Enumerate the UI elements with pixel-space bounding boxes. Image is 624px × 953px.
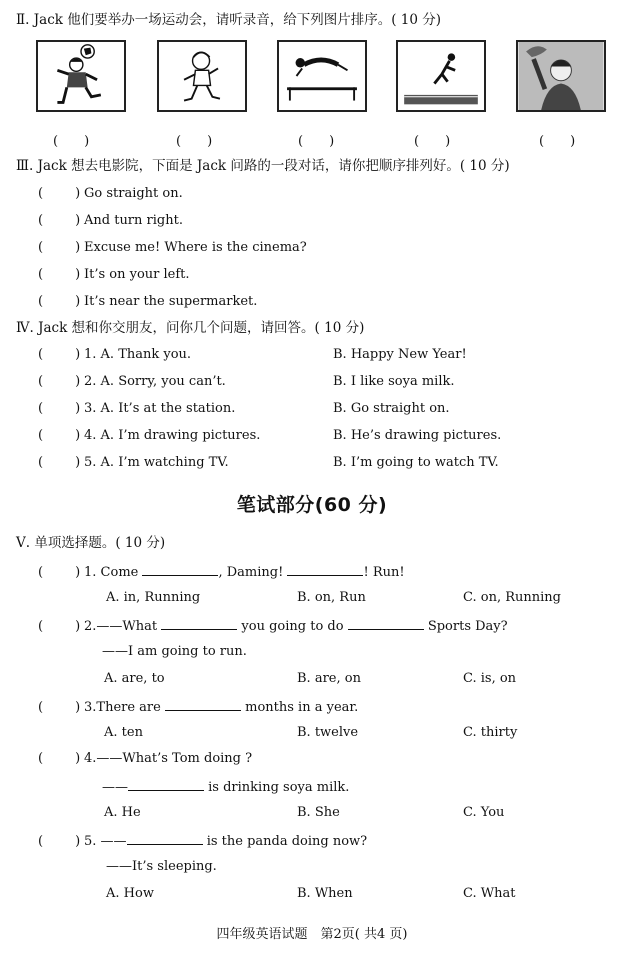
mc-question-3: ( ) 3.There are months in a year. bbox=[38, 700, 359, 715]
mc-question-5-reply: ——It’s sleeping. bbox=[106, 859, 217, 874]
fill-blank[interactable] bbox=[127, 832, 203, 845]
dialog-item bbox=[38, 213, 183, 229]
option-b: B. twelve bbox=[297, 725, 359, 740]
section-4-heading: Ⅳ. Jack 想和你交朋友，问你几个问题，请回答。( 10 分) bbox=[16, 320, 365, 336]
answer-paren[interactable]: ( ) bbox=[38, 834, 81, 849]
option-b: B. on, Run bbox=[297, 590, 366, 605]
dialog-text: It’s near the supermarket. bbox=[84, 294, 258, 309]
high-jump-icon bbox=[279, 42, 365, 110]
answer-paren[interactable]: ( ) bbox=[38, 751, 81, 766]
mc-question-1: ( ) 1. Come , Daming! ! Run! bbox=[38, 565, 405, 580]
picture-4-answer[interactable]: ( ) bbox=[414, 134, 451, 149]
question-row: ( ) 5. A. I’m watching TV. bbox=[38, 455, 229, 470]
written-part-title: 笔试部分(60 分) bbox=[236, 494, 388, 516]
picture-1-answer[interactable]: ( ) bbox=[53, 134, 90, 149]
option-b: B. She bbox=[297, 805, 340, 820]
dialog-text: Excuse me! Where is the cinema? bbox=[84, 240, 307, 255]
option-a: A. in, Running bbox=[106, 590, 201, 605]
picture-diving bbox=[396, 40, 486, 112]
fill-blank[interactable] bbox=[128, 778, 204, 791]
dialog-text: It’s on your left. bbox=[84, 267, 190, 282]
option-c: C. You bbox=[463, 805, 505, 820]
picture-2-answer[interactable]: ( ) bbox=[176, 134, 213, 149]
picture-running bbox=[157, 40, 247, 112]
answer-paren[interactable]: ( ) bbox=[38, 240, 81, 255]
section-5-heading: Ⅴ. 单项选择题。( 10 分) bbox=[16, 535, 166, 551]
question-row: ( ) 4. A. I’m drawing pictures. bbox=[38, 428, 261, 443]
answer-paren[interactable]: ( ) bbox=[38, 294, 81, 309]
mc-question-2-reply: ——I am going to run. bbox=[102, 644, 247, 659]
option-b: B. I like soya milk. bbox=[333, 374, 455, 389]
option-c: C. on, Running bbox=[463, 590, 561, 605]
answer-paren[interactable]: ( ) bbox=[38, 347, 81, 362]
option-c: C. is, on bbox=[463, 671, 517, 686]
option-b: B. He’s drawing pictures. bbox=[333, 428, 502, 443]
section-2-heading: Ⅱ. Jack 他们要举办一场运动会，请听录音，给下列图片排序。( 10 分) bbox=[16, 12, 442, 28]
option-b: B. Happy New Year! bbox=[333, 347, 467, 362]
fill-blank[interactable] bbox=[161, 617, 237, 630]
question-row: ( ) 2. A. Sorry, you can’t. bbox=[38, 374, 226, 389]
question-row: ( ) 3. A. It’s at the station. bbox=[38, 401, 236, 416]
option-c: C. What bbox=[463, 886, 516, 901]
option-c: C. thirty bbox=[463, 725, 518, 740]
dialog-item bbox=[38, 294, 257, 310]
answer-paren[interactable]: ( ) bbox=[38, 455, 81, 470]
option-a: A. are, to bbox=[104, 671, 165, 686]
picture-high-jump bbox=[277, 40, 367, 112]
option-a: A. He bbox=[104, 805, 141, 820]
question-row: ( ) 1. A. Thank you. bbox=[38, 347, 192, 362]
diving-icon bbox=[398, 42, 484, 110]
option-b: B. Go straight on. bbox=[333, 401, 450, 416]
answer-paren[interactable]: ( ) bbox=[38, 186, 81, 201]
picture-champion bbox=[516, 40, 606, 112]
option-a: A. How bbox=[106, 886, 154, 901]
champion-athlete-icon bbox=[518, 42, 604, 110]
mc-question-2: ( ) 2.——What you going to do Sports Day? bbox=[38, 619, 508, 634]
section-3-heading: Ⅲ. Jack 想去电影院，下面是 Jack 问路的一段对话，请你把顺序排列好。( 10 分) bbox=[16, 158, 510, 174]
picture-3-answer[interactable]: ( ) bbox=[298, 134, 335, 149]
page-footer: 四年级英语试题 第2页( 共4 页) bbox=[216, 927, 408, 942]
option-b: B. When bbox=[297, 886, 353, 901]
dialog-text: Go straight on. bbox=[84, 186, 183, 201]
fill-blank[interactable] bbox=[165, 698, 241, 711]
dialog-item bbox=[38, 186, 183, 202]
option-a: A. ten bbox=[104, 725, 143, 740]
mc-question-4: ( ) 4.——What’s Tom doing ? bbox=[38, 751, 253, 766]
dialog-item bbox=[38, 267, 190, 283]
answer-paren[interactable]: ( ) bbox=[38, 401, 81, 416]
mc-question-4-line2: —— is drinking soya milk. bbox=[102, 780, 350, 795]
answer-paren[interactable]: ( ) bbox=[38, 700, 81, 715]
answer-paren[interactable]: ( ) bbox=[38, 428, 81, 443]
running-boy-icon bbox=[159, 42, 245, 110]
mc-question-5: ( ) 5. —— is the panda doing now? bbox=[38, 834, 368, 849]
fill-blank[interactable] bbox=[348, 617, 424, 630]
soccer-header-icon bbox=[38, 42, 124, 110]
answer-paren[interactable]: ( ) bbox=[38, 267, 81, 282]
answer-paren[interactable]: ( ) bbox=[38, 565, 81, 580]
answer-paren[interactable]: ( ) bbox=[38, 213, 81, 228]
option-b: B. are, on bbox=[297, 671, 361, 686]
fill-blank[interactable] bbox=[142, 563, 218, 576]
answer-paren[interactable]: ( ) bbox=[38, 619, 81, 634]
answer-paren[interactable]: ( ) bbox=[38, 374, 81, 389]
dialog-item bbox=[38, 240, 307, 256]
option-b: B. I’m going to watch TV. bbox=[333, 455, 499, 470]
fill-blank[interactable] bbox=[287, 563, 363, 576]
picture-5-answer[interactable]: ( ) bbox=[539, 134, 576, 149]
picture-soccer bbox=[36, 40, 126, 112]
dialog-text: And turn right. bbox=[84, 213, 183, 228]
